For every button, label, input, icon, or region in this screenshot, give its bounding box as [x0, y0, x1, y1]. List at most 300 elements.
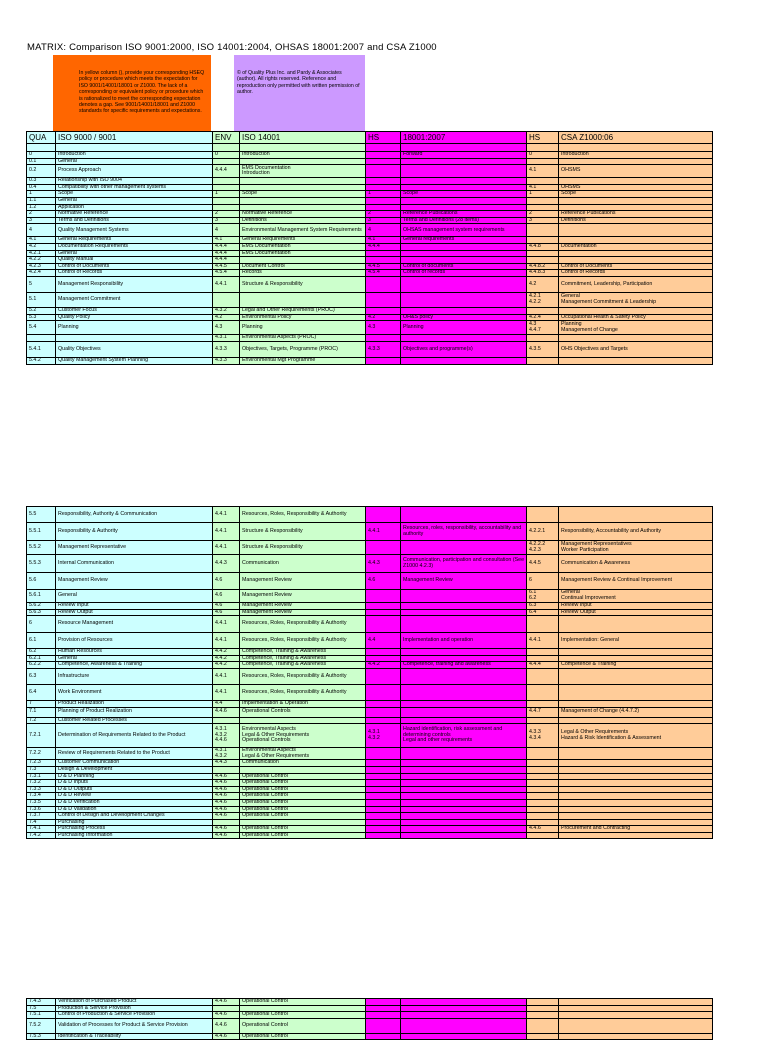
iso14001-title-cell: Operational Control	[240, 1033, 366, 1040]
iso14001-title-cell: Operational Control	[240, 773, 366, 780]
ohsas18001-title-cell	[401, 158, 527, 165]
iso14001-title-cell: Management Review	[240, 590, 366, 603]
qua-clause-cell: 5.5	[27, 507, 56, 523]
env-clause-cell: 4.6	[213, 590, 240, 603]
iso14001-title-cell: Operational Control	[240, 799, 366, 806]
hs-clause-cell: 3	[366, 217, 401, 224]
qua-clause-cell: 4	[27, 224, 56, 237]
csa-z1000-title-cell	[559, 1018, 713, 1033]
iso14001-title-cell: Communication	[240, 555, 366, 573]
qua-clause-cell: 7.1	[27, 707, 56, 717]
ohsas18001-title-cell	[401, 507, 527, 523]
iso9001-title-cell: Provision of Resources	[56, 633, 213, 649]
qua-clause-cell: 7.5.2	[27, 1018, 56, 1033]
csa-z1000-title-cell	[559, 224, 713, 237]
hs-clause-cell	[366, 197, 401, 204]
csa-clause-cell	[527, 684, 559, 700]
qua-clause-cell: 1.1	[27, 197, 56, 204]
csa-z1000-title-cell: Control of Records	[559, 270, 713, 277]
csa-clause-cell: 1	[527, 191, 559, 198]
csa-clause-cell: 3	[527, 217, 559, 224]
env-clause-cell: 4.6	[213, 603, 240, 610]
hs-clause-cell: 4	[366, 224, 401, 237]
csa-z1000-title-cell	[559, 197, 713, 204]
iso14001-title-cell: Structure & Responsibility	[240, 276, 366, 292]
csa-z1000-title-cell: Documentation	[559, 243, 713, 250]
env-clause-cell: 4.4.3	[213, 555, 240, 573]
hs-clause-cell	[366, 152, 401, 159]
csa-z1000-title-cell	[559, 358, 713, 365]
qua-clause-cell: 1.2	[27, 204, 56, 211]
column-header-iso9001-title: ISO 9000 / 9001	[56, 132, 213, 144]
column-header-csa-z1000-title: CSA Z1000:06	[559, 132, 713, 144]
iso9001-title-cell: Identification & Traceability	[56, 1033, 213, 1040]
env-clause-cell: 4.4.1	[213, 668, 240, 684]
table-row	[27, 786, 713, 793]
qua-clause-cell: 7.3.4	[27, 793, 56, 800]
csa-z1000-title-cell	[559, 780, 713, 787]
env-clause-cell: 4.4.6	[213, 780, 240, 787]
iso9001-title-cell: Review of Requirements Related to the Product	[56, 748, 213, 760]
iso14001-title-cell: Competence, Training & Awareness	[240, 662, 366, 669]
env-clause-cell: 4.4.6	[213, 707, 240, 717]
ohsas18001-title-cell	[401, 793, 527, 800]
iso14001-title-cell: Environmental Aspects Legal & Other Requirements Operational Controls	[240, 724, 366, 748]
iso14001-title-cell	[240, 292, 366, 307]
hs-clause-cell: 4.4.4	[366, 243, 401, 250]
env-clause-cell: 4.4.3	[213, 760, 240, 767]
iso9001-title-cell: General	[56, 158, 213, 165]
column-header-ohsas18001-title: 18001:2007	[401, 132, 527, 144]
table-row	[27, 668, 713, 684]
hs-clause-cell	[366, 707, 401, 717]
hs-clause-cell	[366, 616, 401, 633]
env-clause-cell: 4.4.6	[213, 1033, 240, 1040]
comparison-matrix-page-2	[26, 506, 713, 839]
ohsas18001-title-cell	[401, 717, 527, 724]
qua-clause-cell: 0.1	[27, 158, 56, 165]
iso14001-title-cell: Competence, Training & Awareness	[240, 649, 366, 656]
hs-clause-cell	[366, 799, 401, 806]
column-header-env-clause: ENV	[213, 132, 240, 144]
iso9001-title-cell: Resource Management	[56, 616, 213, 633]
ohsas18001-title-cell	[401, 684, 527, 700]
hs-clause-cell	[366, 806, 401, 813]
hs-clause-cell: 4.4.5	[366, 263, 401, 270]
csa-clause-cell	[527, 793, 559, 800]
csa-clause-cell: 4.2.2.2 4.2.3	[527, 541, 559, 555]
ohsas18001-title-cell: Scope	[401, 191, 527, 198]
qua-clause-cell: 5.6.2	[27, 603, 56, 610]
iso14001-title-cell: Operational Control	[240, 826, 366, 833]
env-clause-cell	[213, 292, 240, 307]
hs-clause-cell: 4.6	[366, 573, 401, 590]
csa-clause-cell	[527, 786, 559, 793]
iso9001-title-cell: Process Approach	[56, 165, 213, 178]
iso14001-title-cell	[240, 184, 366, 191]
env-clause-cell	[213, 717, 240, 724]
csa-clause-cell	[527, 335, 559, 342]
ohsas18001-title-cell: Forward	[401, 152, 527, 159]
csa-clause-cell	[527, 1018, 559, 1033]
table-row	[27, 633, 713, 649]
document-title: MATRIX: Comparison ISO 9001:2000, ISO 14001:2004, OHSAS 18001:2007 and CSA Z1000	[27, 42, 437, 53]
iso9001-title-cell: Management Representative	[56, 541, 213, 555]
ohsas18001-title-cell	[401, 541, 527, 555]
iso9001-title-cell: Purchasing Information	[56, 832, 213, 839]
env-clause-cell: 4.4.1	[213, 507, 240, 523]
ohsas18001-title-cell: General requirements	[401, 237, 527, 244]
iso14001-title-cell: Normative Reference	[240, 211, 366, 218]
iso14001-title-cell: Environmental Policy	[240, 314, 366, 321]
csa-z1000-title-cell: OHS Objectives and Targets	[559, 342, 713, 358]
csa-z1000-title-cell	[559, 616, 713, 633]
table-row	[27, 335, 713, 342]
iso14001-title-cell: EMS Documentation Introduction	[240, 165, 366, 178]
iso9001-title-cell: Design & Development	[56, 766, 213, 773]
env-clause-cell: 4.4.2	[213, 662, 240, 669]
table-row	[27, 780, 713, 787]
table-row	[27, 541, 713, 555]
table-row	[27, 793, 713, 800]
hs-clause-cell: 1	[366, 191, 401, 198]
csa-z1000-title-cell: OHSMS	[559, 184, 713, 191]
env-clause-cell: 4.4.6	[213, 799, 240, 806]
csa-clause-cell	[527, 1033, 559, 1040]
hs-clause-cell	[366, 773, 401, 780]
qua-clause-cell: 4.2.2	[27, 257, 56, 264]
iso14001-title-cell: Objectives, Targets, Programme (PROC)	[240, 342, 366, 358]
csa-z1000-title-cell	[559, 335, 713, 342]
csa-clause-cell: 6.3	[527, 603, 559, 610]
iso14001-title-cell: Definitions	[240, 217, 366, 224]
env-clause-cell: 4.4.4	[213, 250, 240, 257]
csa-z1000-title-cell	[559, 766, 713, 773]
iso14001-title-cell: Scope	[240, 191, 366, 198]
csa-clause-cell: 4.4.8.3	[527, 270, 559, 277]
csa-clause-cell	[527, 813, 559, 820]
csa-clause-cell	[527, 700, 559, 707]
hs-clause-cell	[366, 766, 401, 773]
csa-z1000-title-cell	[559, 760, 713, 767]
hs-clause-cell: 4.4.2	[366, 662, 401, 669]
qua-clause-cell: 7.3.6	[27, 806, 56, 813]
qua-clause-cell: 5.6.3	[27, 609, 56, 616]
csa-z1000-title-cell: Commitment, Leadership, Participation	[559, 276, 713, 292]
qua-clause-cell: 1	[27, 191, 56, 198]
qua-clause-cell: 0.2	[27, 165, 56, 178]
iso9001-title-cell: Purchasing	[56, 819, 213, 826]
qua-clause-cell: 3	[27, 217, 56, 224]
qua-clause-cell: 4.2.4	[27, 270, 56, 277]
ohsas18001-title-cell: Communication, participation and consultation (See Z1000 4.2.3)	[401, 555, 527, 573]
ohsas18001-title-cell	[401, 1018, 527, 1033]
csa-clause-cell: 6	[527, 573, 559, 590]
iso9001-title-cell: Documentation Requirements	[56, 243, 213, 250]
ohsas18001-title-cell: Resources, roles, responsibility, accountability and authority	[401, 523, 527, 541]
ohsas18001-title-cell	[401, 649, 527, 656]
csa-clause-cell: 4.4.4	[527, 662, 559, 669]
hs-clause-cell	[366, 165, 401, 178]
hs-clause-cell	[366, 541, 401, 555]
csa-clause-cell: 4.3.3 4.3.4	[527, 724, 559, 748]
csa-clause-cell	[527, 307, 559, 314]
env-clause-cell: 4.3.3	[213, 342, 240, 358]
iso9001-title-cell: Control of Records	[56, 270, 213, 277]
csa-clause-cell: 4.4.8	[527, 243, 559, 250]
hs-clause-cell	[366, 748, 401, 760]
ohsas18001-title-cell	[401, 832, 527, 839]
ohsas18001-title-cell	[401, 184, 527, 191]
env-clause-cell: 4.3.2	[213, 307, 240, 314]
csa-clause-cell: 4.2.4	[527, 314, 559, 321]
iso14001-title-cell: Environmental Mgt Programme	[240, 358, 366, 365]
table-row	[27, 224, 713, 237]
qua-clause-cell: 5.4	[27, 321, 56, 335]
csa-z1000-title-cell: Competence & Training	[559, 662, 713, 669]
ohsas18001-title-cell	[401, 806, 527, 813]
qua-clause-cell: 7.5.3	[27, 1033, 56, 1040]
hs-clause-cell	[366, 590, 401, 603]
table-row	[27, 603, 713, 610]
env-clause-cell: 4.3.1 4.3.2	[213, 748, 240, 760]
ohsas18001-title-cell: OH&S policy	[401, 314, 527, 321]
csa-z1000-title-cell	[559, 773, 713, 780]
iso9001-title-cell: General	[56, 590, 213, 603]
column-header-csa-clause: HS	[527, 132, 559, 144]
ohsas18001-title-cell: Terms and Definitions (28 items)	[401, 217, 527, 224]
ohsas18001-title-cell	[401, 358, 527, 365]
table-row	[27, 507, 713, 523]
table-row	[27, 191, 713, 198]
csa-z1000-title-cell	[559, 178, 713, 185]
ohsas18001-title-cell	[401, 197, 527, 204]
iso9001-title-cell: Production & Service Provision	[56, 1005, 213, 1012]
table-row	[27, 760, 713, 767]
iso9001-title-cell: Internal Communication	[56, 555, 213, 573]
iso14001-title-cell: Competence, Training & Awareness	[240, 655, 366, 662]
csa-clause-cell: 4.3 4.4.7	[527, 321, 559, 335]
iso9001-title-cell: Quality Objectives	[56, 342, 213, 358]
env-clause-cell: 4.6	[213, 573, 240, 590]
env-clause-cell: 4.4	[213, 700, 240, 707]
csa-z1000-title-cell	[559, 668, 713, 684]
csa-z1000-title-cell	[559, 748, 713, 760]
table-row	[27, 243, 713, 250]
iso14001-title-cell: Management Review	[240, 573, 366, 590]
env-clause-cell: 4.4.4	[213, 165, 240, 178]
hs-clause-cell: 4.2	[366, 314, 401, 321]
iso9001-title-cell: General	[56, 197, 213, 204]
table-row	[27, 197, 713, 204]
ohsas18001-title-cell: Management Review	[401, 573, 527, 590]
iso14001-title-cell	[240, 158, 366, 165]
csa-clause-cell: 0	[527, 152, 559, 159]
table-row	[27, 662, 713, 669]
hs-clause-cell	[366, 1005, 401, 1012]
csa-z1000-title-cell: Review Output	[559, 609, 713, 616]
env-clause-cell	[213, 197, 240, 204]
env-clause-cell: 4.4.6	[213, 773, 240, 780]
hs-clause-cell	[366, 1018, 401, 1033]
csa-z1000-title-cell	[559, 307, 713, 314]
iso14001-title-cell: Structure & Responsibility	[240, 541, 366, 555]
csa-clause-cell: 4.2.1 4.2.2	[527, 292, 559, 307]
qua-clause-cell: 6.2.2	[27, 662, 56, 669]
hs-clause-cell	[366, 700, 401, 707]
table-row	[27, 773, 713, 780]
iso14001-title-cell: Operational Control	[240, 786, 366, 793]
ohsas18001-title-cell: Planning	[401, 321, 527, 335]
csa-z1000-title-cell: Implementation: General	[559, 633, 713, 649]
iso14001-title-cell: General Requirements	[240, 237, 366, 244]
csa-clause-cell	[527, 748, 559, 760]
env-clause-cell: 4.4.6	[213, 826, 240, 833]
iso14001-title-cell: Operational Control	[240, 780, 366, 787]
iso14001-title-cell: EMS Documentation	[240, 250, 366, 257]
csa-z1000-title-cell	[559, 1005, 713, 1012]
qua-clause-cell: 7	[27, 700, 56, 707]
table-row	[27, 724, 713, 748]
ohsas18001-title-cell	[401, 668, 527, 684]
table-row	[27, 609, 713, 616]
csa-z1000-title-cell	[559, 793, 713, 800]
csa-z1000-title-cell	[559, 684, 713, 700]
ohsas18001-title-cell	[401, 826, 527, 833]
qua-clause-cell: 4.1	[27, 237, 56, 244]
hs-clause-cell: 4.4	[366, 633, 401, 649]
iso14001-title-cell: Introduction	[240, 152, 366, 159]
hs-clause-cell	[366, 684, 401, 700]
iso9001-title-cell: Terms and Definitions	[56, 217, 213, 224]
iso14001-title-cell	[240, 197, 366, 204]
csa-clause-cell	[527, 649, 559, 656]
qua-clause-cell: 0.3	[27, 178, 56, 185]
table-row	[27, 766, 713, 773]
env-clause-cell: 4.6	[213, 609, 240, 616]
iso9001-title-cell: Quality Management Systems	[56, 224, 213, 237]
iso14001-title-cell: Operational Control	[240, 806, 366, 813]
iso9001-title-cell: Product Realization	[56, 700, 213, 707]
hs-clause-cell	[366, 668, 401, 684]
table-row	[27, 276, 713, 292]
table-row	[27, 555, 713, 573]
iso9001-title-cell: Introduction	[56, 152, 213, 159]
hs-clause-cell: 4.4.1	[366, 523, 401, 541]
csa-clause-cell	[527, 773, 559, 780]
qua-clause-cell: 6.3	[27, 668, 56, 684]
iso14001-title-cell: Resources, Roles, Responsibility & Authority	[240, 633, 366, 649]
csa-z1000-title-cell: Review Input	[559, 603, 713, 610]
hs-clause-cell: 4.5.4	[366, 270, 401, 277]
ohsas18001-title-cell: Competence, training and awareness	[401, 662, 527, 669]
iso14001-title-cell: Records	[240, 270, 366, 277]
csa-clause-cell	[527, 358, 559, 365]
qua-clause-cell: 5.6.1	[27, 590, 56, 603]
csa-clause-cell: 4.4.7	[527, 707, 559, 717]
csa-clause-cell	[527, 717, 559, 724]
table-row	[27, 748, 713, 760]
table-row	[27, 321, 713, 335]
ohsas18001-title-cell	[401, 250, 527, 257]
table-row	[27, 523, 713, 541]
hs-clause-cell: 4.3	[366, 321, 401, 335]
ohsas18001-title-cell	[401, 292, 527, 307]
csa-clause-cell: 4.4.5	[527, 555, 559, 573]
iso9001-title-cell: Compatibility with other management systems	[56, 184, 213, 191]
csa-clause-cell: 4.1	[527, 165, 559, 178]
ohsas18001-title-cell	[401, 243, 527, 250]
iso9001-title-cell: Planning of Product Realization	[56, 707, 213, 717]
table-row	[27, 717, 713, 724]
ohsas18001-title-cell	[401, 603, 527, 610]
qua-clause-cell: 7.2.2	[27, 748, 56, 760]
qua-clause-cell: 7.3.2	[27, 780, 56, 787]
iso14001-title-cell: EMS Documentation	[240, 243, 366, 250]
env-clause-cell: 4.4.1	[213, 276, 240, 292]
csa-clause-cell: 6.4	[527, 609, 559, 616]
csa-clause-cell	[527, 780, 559, 787]
qua-clause-cell: 7.4	[27, 819, 56, 826]
table-row	[27, 292, 713, 307]
csa-clause-cell	[527, 1005, 559, 1012]
csa-clause-cell	[527, 197, 559, 204]
env-clause-cell: 4.4.6	[213, 832, 240, 839]
csa-z1000-title-cell: Scope	[559, 191, 713, 198]
iso9001-title-cell: Quality Policy	[56, 314, 213, 321]
qua-clause-cell: 5.5.1	[27, 523, 56, 541]
iso9001-title-cell: Control of Production & Service Provision	[56, 1012, 213, 1019]
qua-clause-cell: 7.2	[27, 717, 56, 724]
iso9001-title-cell: Normative Reference	[56, 211, 213, 218]
qua-clause-cell: 6.1	[27, 633, 56, 649]
iso9001-title-cell: General Requirements	[56, 237, 213, 244]
qua-clause-cell: 7.2.3	[27, 760, 56, 767]
csa-clause-cell	[527, 224, 559, 237]
qua-clause-cell: 7.5	[27, 1005, 56, 1012]
env-clause-cell: 3	[213, 217, 240, 224]
qua-clause-cell: 7.4.1	[27, 826, 56, 833]
table-row	[27, 573, 713, 590]
hs-clause-cell	[366, 507, 401, 523]
ohsas18001-title-cell	[401, 748, 527, 760]
qua-clause-cell: 7.4.2	[27, 832, 56, 839]
iso9001-title-cell: Review Input	[56, 603, 213, 610]
env-clause-cell: 4.3	[213, 321, 240, 335]
iso14001-title-cell: Environmental Aspects Legal & Other Requirements	[240, 748, 366, 760]
iso14001-title-cell: Operational Control	[240, 999, 366, 1006]
hs-clause-cell	[366, 760, 401, 767]
csa-z1000-title-cell	[559, 1033, 713, 1040]
table-row	[27, 832, 713, 839]
csa-z1000-title-cell: Control of Documents	[559, 263, 713, 270]
qua-clause-cell: 5.1	[27, 292, 56, 307]
ohsas18001-title-cell	[401, 165, 527, 178]
iso14001-title-cell: Environmental Management System Requirements	[240, 224, 366, 237]
qua-clause-cell: 7.3	[27, 766, 56, 773]
hs-clause-cell	[366, 780, 401, 787]
iso14001-title-cell: Planning	[240, 321, 366, 335]
ohsas18001-title-cell: Control of records	[401, 270, 527, 277]
hs-clause-cell	[366, 999, 401, 1006]
iso14001-title-cell: Operational Control	[240, 1012, 366, 1019]
iso9001-title-cell: Planning	[56, 321, 213, 335]
ohsas18001-title-cell	[401, 1012, 527, 1019]
iso9001-title-cell: Management Responsibility	[56, 276, 213, 292]
iso9001-title-cell: Management Commitment	[56, 292, 213, 307]
hs-clause-cell	[366, 276, 401, 292]
env-clause-cell: 2	[213, 211, 240, 218]
